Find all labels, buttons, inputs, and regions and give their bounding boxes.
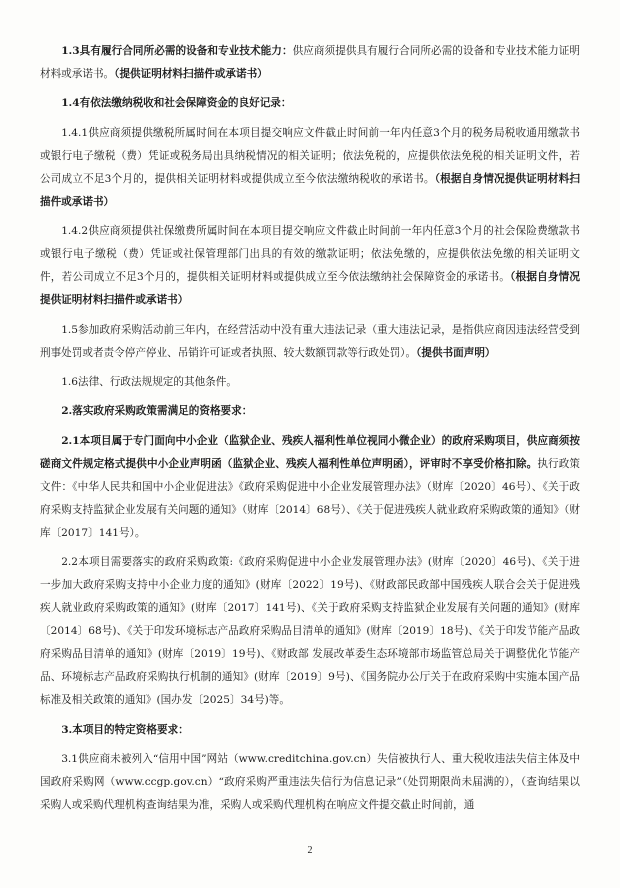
clause-text: 1.5参加政府采购活动前三年内，在经营活动中没有重大违法记录（重大违法记录，是指供应商因违法经营受到刑事处罚或者责令停产停业、吊销许可证或者执照、较大数额罚款等行政处罚）。 (40, 323, 580, 359)
clause-3-1 (40, 748, 580, 817)
section-heading: 2.落实政府采购政策需满足的资格要求： (61, 405, 253, 418)
clause-heading: 1.3具有履行合同所必需的设备和专业技术能力： (61, 45, 293, 57)
clause-text: 执行政策文件：《中华人民共和国中小企业促进法》《政府采购促进中小企业发展管理办法》（财库〔2020〕46号）、《关于政府采购支持监狱企业发展有关问题的通知》（财库〔2014〕68号）、《关于促进残疾人就业政府采购政策的通知》（财库〔2017〕141号）。 (40, 457, 581, 539)
clause-1-4-2 (40, 220, 580, 312)
clause-1-5 (40, 319, 580, 365)
clause-note: （提供证明材料扫描件或承诺书） (114, 68, 268, 80)
section-3-heading (40, 719, 580, 742)
clause-1-3 (40, 40, 580, 86)
clause-2-2 (40, 551, 580, 712)
clause-text: 1.6法律、行政法规规定的其他条件。 (61, 375, 237, 388)
clause-1-4 (40, 92, 580, 115)
clause-2-1 (40, 430, 580, 545)
clause-note: （根据自身情况提供证明材料扫描件或承诺书） (40, 271, 580, 307)
clause-heading: 1.4有依法缴纳税收和社会保障资金的良好记录： (61, 97, 292, 110)
clause-text: 3.1供应商未被列入“信用中国”网站（www.creditchina.gov.cn）失信被执行人、重大税收违法失信主体及中国政府采购网（www.ccgp.gov.cn）“政府采购严重违法失信行为信息记录”（处罚期限尚未届满的），（查询结果以采购人或采购代理机构查询结果为准，采购人或采购代理机构在响应文件提交截止时间前，通 (40, 752, 580, 811)
section-heading: 3.本项目的特定资格要求： (61, 723, 189, 736)
clause-text: 供应商须提供具有履行合同所必需的设备和专业技术能力证明材料或承诺书。 (40, 45, 581, 80)
clause-note: （根据自身情况提供证明材料扫描件或承诺书） (40, 172, 580, 208)
section-2-heading (40, 400, 580, 423)
clause-text: 1.4.2供应商须提供社保缴费所属时间在本项目提交响应文件截止时间前一年内任意3个月的社会保险费缴款书或银行电子缴税（费）凭证或社保管理部门出具的有效的缴款证明；依法免缴的，应提供依法免缴的相关证明文件，若公司成立不足3个月的，提供相关证明材料或提供成立至今依法缴纳社会保障资金的承诺书。 (40, 225, 580, 284)
clause-1-4-1 (40, 122, 580, 214)
clause-bold-text: 2.1本项目属于专门面向中小企业（监狱企业、残疾人福利性单位视同小微企业）的政府采购项目，供应商须按磋商文件规定格式提供中小企业声明函（监狱企业、残疾人福利性单位声明函），评审时不享受价格扣除。 (40, 434, 580, 470)
page-number: 2 (307, 845, 313, 856)
clause-text: 1.4.1供应商须提供缴税所属时间在本项目提交响应文件截止时间前一年内任意3个月的税务局税收通用缴款书或银行电子缴税（费）凭证或税务局出具纳税情况的相关证明；依法免税的，应提供依法免税的相关证明文件，若公司成立不足3个月的，提供相关证明材料或提供成立至今依法缴纳税收的承诺书。 (40, 126, 580, 185)
clause-note: （提供书面声明） (416, 346, 496, 359)
clause-1-6 (40, 371, 580, 394)
clause-text: 2.2本项目需要落实的政府采购政策:《政府采购促进中小企业发展管理办法》(财库〔2020〕46号)、《关于进一步加大政府采购支持中小企业力度的通知》(财库〔2022〕19号)、《财政部民政部中国残疾人联合会关于促进残疾人就业政府采购政策的通知》(财库〔2017〕141号)、《关于政府采购支持监狱企业发展有关问题的通知》(财库〔2014〕68号)、《关于印发环境标志产品政府采购品目清单的通知》(财库〔2019〕18号)、《关于印发节能产品政府采购品目清单的通知》(财库〔2019〕19号)、《财政部 发展改革委生态环境部市场监管总局关于调整优化节能产品、环境标志产品政府采购执行机制的通知》(财库〔2019〕9号)、《国务院办公厅关于在政府采购中实施本国产品标准及相关政策的通知》(国办发〔2025〕34号)等。 (40, 556, 580, 707)
